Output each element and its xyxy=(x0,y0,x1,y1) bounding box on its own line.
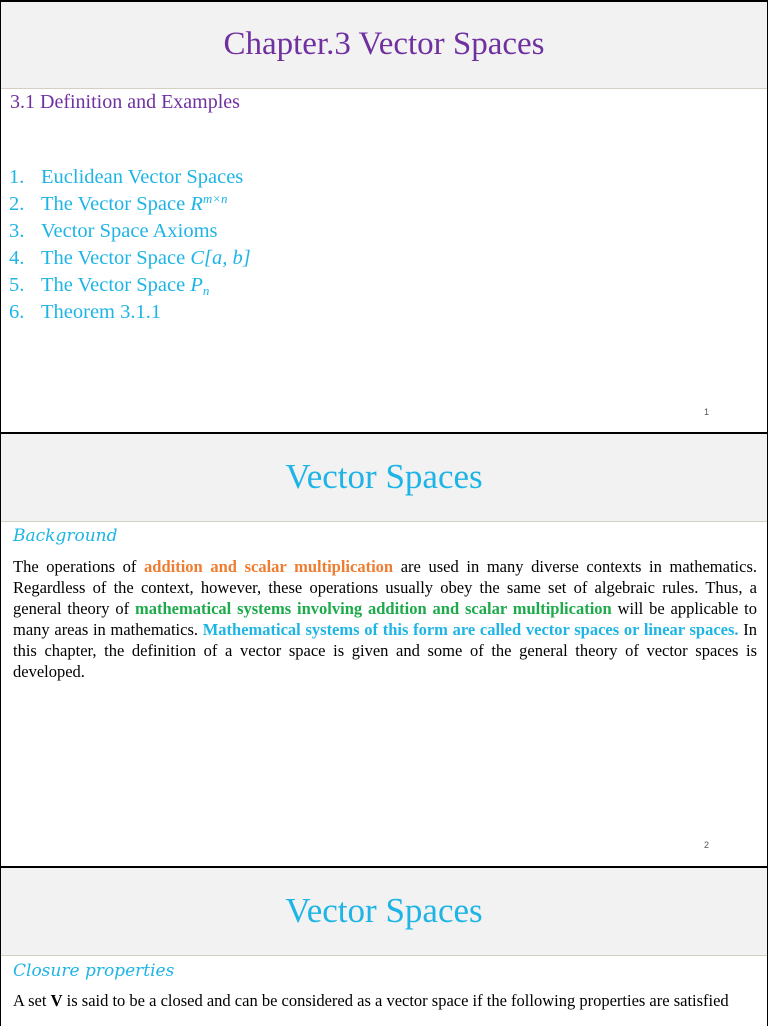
bold-symbol: V xyxy=(50,991,63,1010)
item-text: The Vector Space xyxy=(41,274,191,296)
slide-2-title: Vector Spaces xyxy=(285,457,483,496)
item-text: Theorem 3.1.1 xyxy=(41,301,162,323)
item-text: Euclidean Vector Spaces xyxy=(41,166,244,188)
list-item xyxy=(9,299,251,326)
slide-3-title: Vector Spaces xyxy=(285,891,483,930)
list-item xyxy=(9,272,251,299)
topic-list xyxy=(9,164,251,326)
item-number: 5. xyxy=(9,274,25,296)
page-number: 2 xyxy=(703,840,709,850)
slide-1-title: Chapter.3 Vector Spaces xyxy=(223,26,545,62)
item-number: 2. xyxy=(9,193,25,215)
item-number: 6. xyxy=(9,301,25,323)
list-item xyxy=(9,191,251,218)
body-paragraph: The operations of addition and scalar multiplication are used in many diverse contexts in mathematics. Regardless of the context, however, these operations usually obey the same set of algebraic rules. Thus, a general theory of mathematical systems involving addition and scalar multiplication will be applicable to many areas in mathematics. Mathematical systems of this form are called vector spaces or linear spaces. In this chapter, the definition of a vector space is given and some of the general theory of vector spaces is developed. xyxy=(13,557,758,681)
highlight-green: mathematical systems involving addition and scalar multiplication xyxy=(135,599,612,618)
highlight-blue: Mathematical systems of this form are called vector spaces or linear spaces. xyxy=(202,620,739,639)
highlight-orange: addition and scalar multiplication xyxy=(144,557,394,576)
slide-1-header xyxy=(1,2,767,89)
item-number: 4. xyxy=(9,247,25,269)
section-label: Closure properties xyxy=(13,961,175,981)
item-text: The Vector Space xyxy=(41,193,191,215)
section-subtitle: 3.1 Definition and Examples xyxy=(10,91,240,113)
item-text: Vector Space Axioms xyxy=(41,220,218,242)
body-paragraph: A set V is said to be a closed and can be considered as a vector space if the following properties are satisfied xyxy=(13,991,729,1010)
page-number: 1 xyxy=(703,407,709,417)
slide-3 xyxy=(0,866,768,1026)
slide-1 xyxy=(0,0,768,433)
item-math: C[a, b] xyxy=(190,247,251,269)
slide-2 xyxy=(0,432,768,867)
list-item xyxy=(9,245,251,272)
section-label: Background xyxy=(13,526,118,546)
list-item xyxy=(9,218,251,245)
item-number: 3. xyxy=(9,220,25,242)
item-text: The Vector Space xyxy=(41,247,191,269)
item-number: 1. xyxy=(9,166,25,188)
item-math: $P_n$ xyxy=(190,274,210,298)
slide-2-header xyxy=(1,434,767,522)
list-item xyxy=(9,164,251,191)
slide-3-header xyxy=(1,868,767,956)
item-math: $R^{m\times n}$ xyxy=(190,191,228,215)
